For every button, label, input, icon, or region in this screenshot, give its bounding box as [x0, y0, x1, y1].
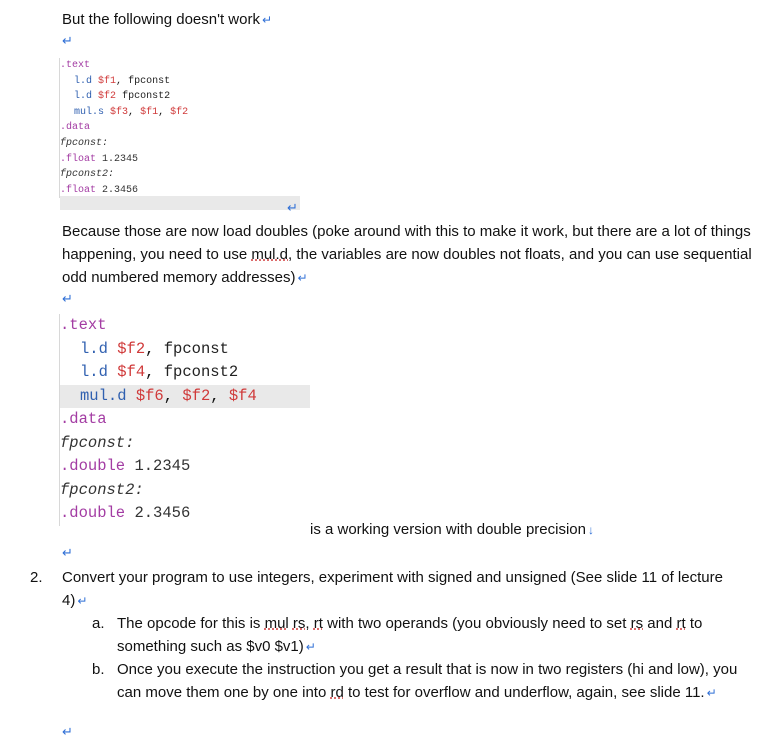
- sublist-item-b: Once you execute the instruction you get a result that is now in two registers (hi and low), you can move them one by one into rd to test for overflow and underflow, again, see slide 11. ↵: [117, 661, 738, 701]
- working-version-note: is a working version with double precision ↓: [310, 521, 594, 538]
- code-line: fpconst2:: [60, 480, 144, 499]
- code-line-highlighted: mul.d $f6, $f2, $f4: [60, 385, 310, 409]
- code-line: fpconst:: [60, 433, 135, 452]
- sublist-label-a: a.: [92, 615, 105, 632]
- code-line: l.d $f4, fpconst2: [80, 363, 239, 381]
- paragraph-mark-icon: ↵: [62, 545, 73, 560]
- paragraph-mark-icon: ↵: [62, 291, 73, 306]
- code-line: .float 1.2345: [60, 153, 139, 165]
- paragraph-mark-icon: ↵: [305, 640, 316, 654]
- list-item-2: Convert your program to use integers, experiment with signed and unsigned (See slide 11 of lecture 4) ↵: [62, 569, 723, 609]
- code-line: fpconst2:: [60, 169, 115, 181]
- code-line: l.d $f2, fpconst: [80, 339, 229, 358]
- sublist-item-a: The opcode for this is mul rs, rt with two operands (you obviously need to set rs and rt to something such as $v0 $v1) ↵: [117, 615, 703, 655]
- paragraph-mark-icon: ↵: [77, 594, 88, 608]
- code-line: fpconst:: [60, 137, 109, 149]
- paragraph-mark-icon: ↵: [287, 200, 298, 215]
- intro-text: But the following doesn't work ↵: [62, 11, 273, 28]
- code-highlight-bar: [60, 196, 300, 210]
- code-block-double: [59, 314, 312, 526]
- line-break-mark-icon: ↓: [587, 523, 594, 537]
- paragraph-mark-icon: ↵: [297, 271, 308, 285]
- code-line: .float 2.3456: [60, 184, 139, 196]
- paragraph-mark-icon: ↵: [261, 13, 273, 27]
- paragraph-mark-icon: ↵: [62, 724, 73, 739]
- sublist-label-b: b.: [92, 661, 105, 678]
- code-line: .data: [60, 410, 107, 428]
- code-line: .double 1.2345: [60, 457, 191, 475]
- list-number: 2.: [30, 569, 43, 586]
- code-line: l.d $f2 fpconst2: [74, 91, 171, 103]
- paragraph-mark-icon: ↵: [706, 686, 717, 700]
- code-line: .text: [60, 60, 91, 71]
- code-line: .double 2.3456: [60, 504, 191, 522]
- code-line: .data: [60, 122, 91, 134]
- code-block-float: [59, 58, 300, 198]
- code-line: mul.s $f3, $f1, $f2: [74, 106, 189, 118]
- code-line: l.d $f1, fpconst: [74, 75, 171, 87]
- paragraph-mark-icon: ↵: [62, 33, 73, 48]
- code-line: .text: [60, 316, 107, 334]
- explanation-paragraph: Because those are now load doubles (poke around with this to make it work, but there are a lot of things happening, you need to use mul.d, the variables are now doubles not floats, and you can use sequential odd numbered memory addresses) ↵: [62, 223, 752, 286]
